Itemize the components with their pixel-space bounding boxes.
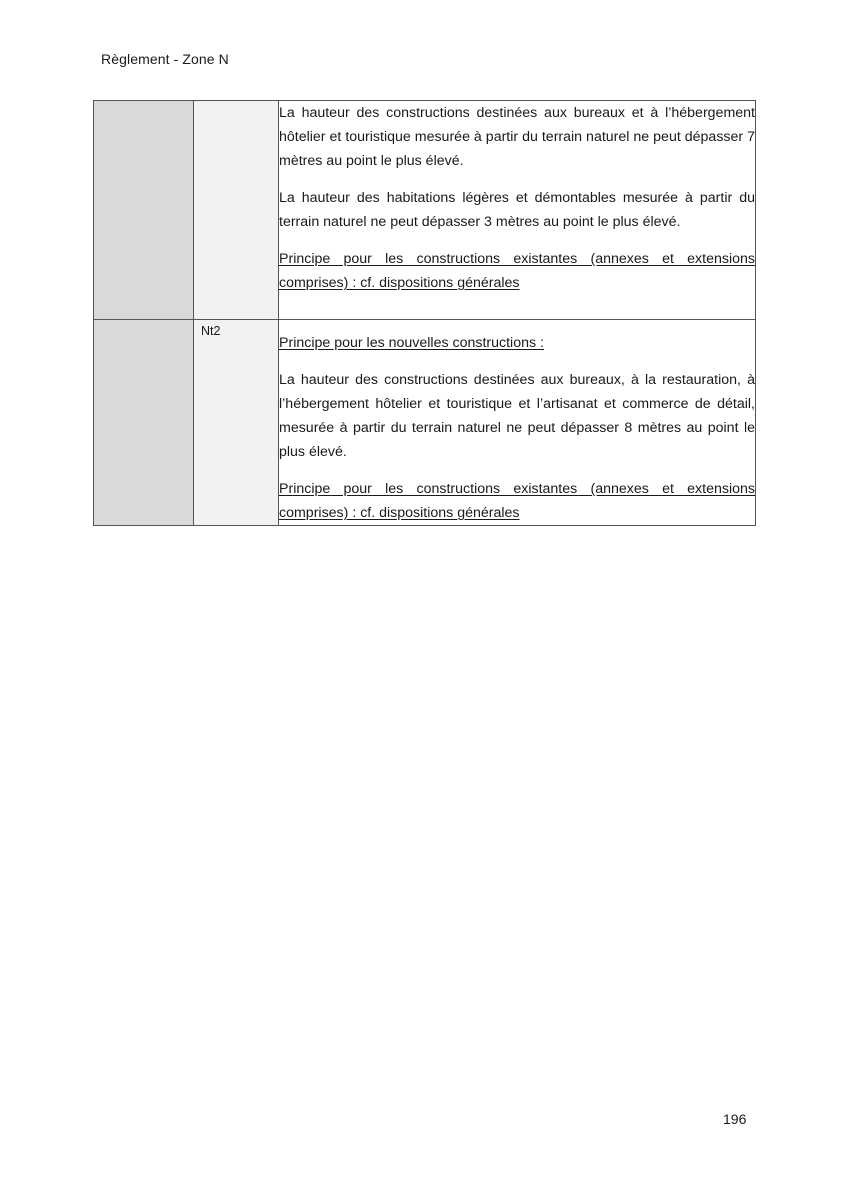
category-cell bbox=[94, 101, 194, 320]
table-row bbox=[94, 101, 756, 320]
rule-text-cell bbox=[279, 320, 756, 526]
existing-constructions-principle: Principe pour les constructions existantes (annexes et extensions comprises) : cf. dispositions générales bbox=[279, 251, 755, 291]
zone-cell bbox=[194, 101, 279, 320]
regulation-table bbox=[93, 100, 756, 526]
existing-constructions-principle: Principe pour les constructions existantes (annexes et extensions comprises) : cf. dispositions générales bbox=[279, 481, 755, 521]
rule-paragraph: La hauteur des constructions destinées aux bureaux et à l’hébergement hôtelier et touristique mesurée à partir du terrain naturel ne peut dépasser 7 mètres au point le plus élevé. bbox=[279, 105, 755, 169]
zone-cell bbox=[194, 320, 279, 526]
document-header-title: Règlement - Zone N bbox=[101, 51, 229, 67]
table-row bbox=[94, 320, 756, 526]
new-constructions-principle: Principe pour les nouvelles constructions : bbox=[279, 335, 544, 351]
page-number: 196 bbox=[723, 1111, 747, 1127]
zone-label bbox=[194, 101, 278, 105]
rule-paragraph: La hauteur des constructions destinées aux bureaux, à la restauration, à l’hébergement hôtelier et touristique et l’artisanat et commerce de détail, mesurée à partir du terrain naturel ne peut dépasser 8 mètres au point le plus élevé. bbox=[279, 372, 755, 460]
rule-paragraph: La hauteur des habitations légères et démontables mesurée à partir du terrain naturel ne peut dépasser 3 mètres au point le plus élevé. bbox=[279, 190, 755, 230]
zone-label: Nt2 bbox=[201, 324, 221, 338]
category-cell bbox=[94, 320, 194, 526]
rule-text-cell bbox=[279, 101, 756, 320]
